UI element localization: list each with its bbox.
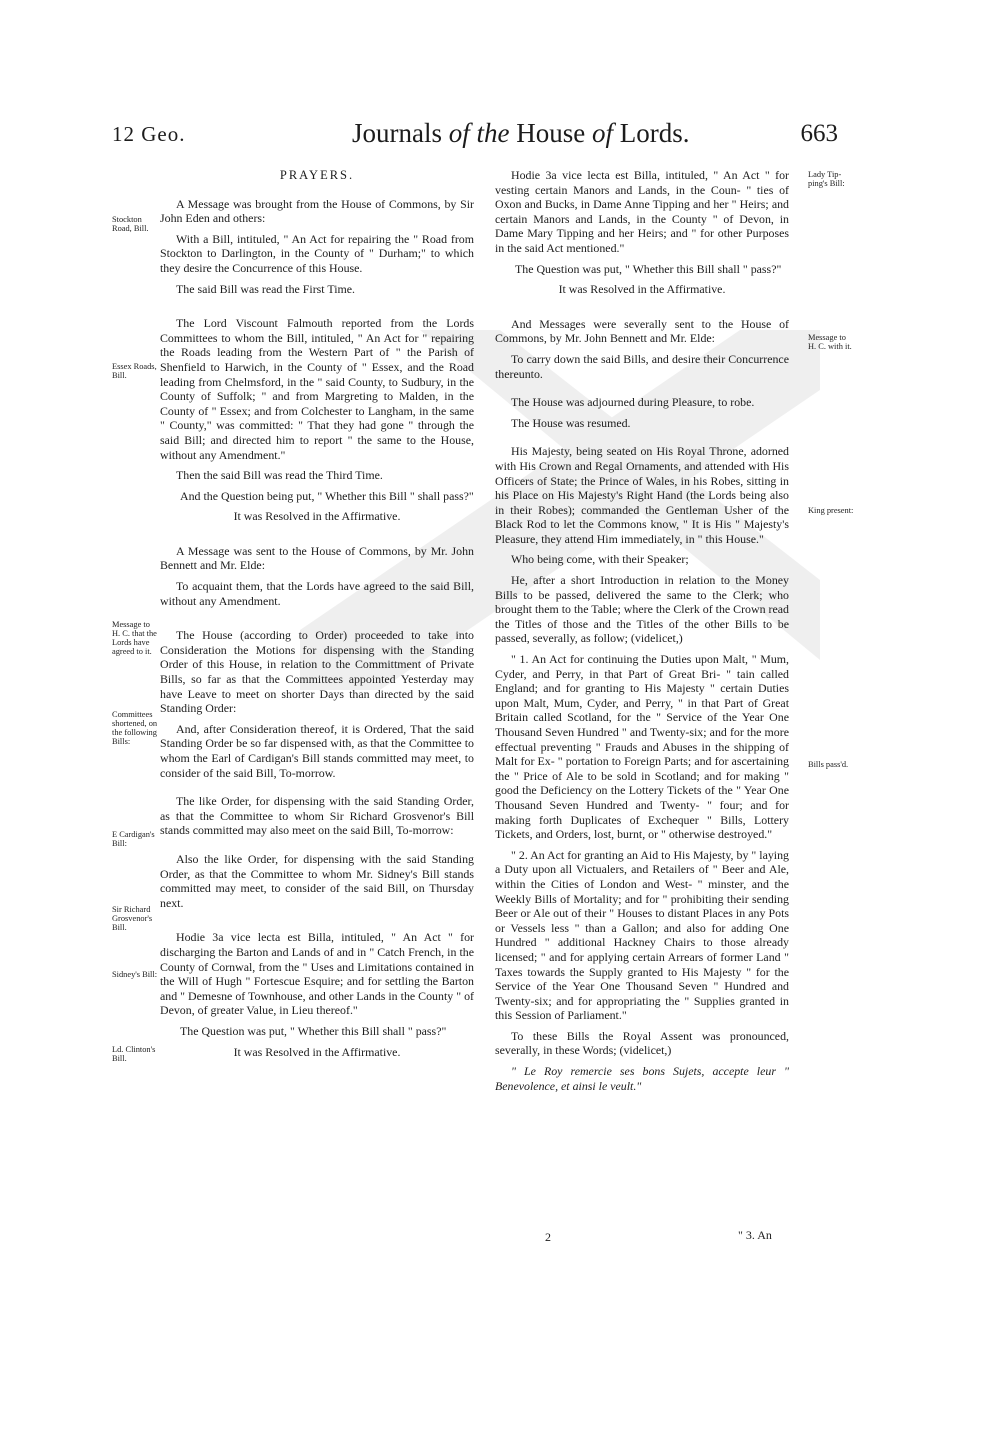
title-word-journals: Journals xyxy=(352,118,442,148)
catchword: " 3. An xyxy=(738,1228,772,1242)
paragraph: To these Bills the Royal Assent was pronounced, severally, in these Words; (videlicet,) xyxy=(495,1028,789,1058)
signature-mark: 2 xyxy=(545,1230,551,1244)
left-column xyxy=(160,168,474,1065)
page-number: 663 xyxy=(800,120,838,147)
title-word-of-2: of xyxy=(592,118,614,148)
paragraph: " Le Roy remercie ses bons Sujets, accepte leur " Benevolence, et ainsi le veult." xyxy=(495,1064,789,1093)
paragraph: It was Resolved in the Affirmative. xyxy=(233,1044,401,1059)
paragraph: To acquaint them, that the Lords have agreed to the said Bill, without any Amendment. xyxy=(160,579,474,608)
paragraph: A Message was sent to the House of Commons, by Mr. John Bennett and Mr. Elde: xyxy=(160,543,474,573)
page-header xyxy=(112,118,838,158)
prayers-heading: PRAYERS. xyxy=(279,168,355,182)
paragraph: The Question was put, " Whether this Bill shall " pass?" xyxy=(180,1023,447,1038)
title-word-the: the xyxy=(476,118,510,148)
paragraph: The House was adjourned during Pleasure, to robe. xyxy=(511,395,755,410)
paragraph: Hodie 3a vice lecta est Billa, intituled, " An Act " for vesting certain Manors and Lands, in the Coun- " ties of Oxon and Bucks, in Dame Anne Tipping and her " Heirs; and certain Manors and Lands, in the County " of Devon, in Dame Mary Tipping and her Heirs; and " for other Purposes in the said Act mentioned." xyxy=(495,168,789,255)
margin-note: E Cardigan's Bill: xyxy=(112,830,155,848)
paragraph: It was Resolved in the Affirmative. xyxy=(233,509,401,524)
title-word-of: of xyxy=(448,118,470,148)
margin-note: Sidney's Bill: xyxy=(112,970,158,979)
paragraph: And, after Consideration thereof, it is Ordered, That the said Standing Order be so far dispensed with, as that the Committee to whom the Earl of Cardigan's Bill stands committed may meet, to consider of the said Bill, To-morrow. xyxy=(160,721,474,780)
paragraph: And the Question being put, " Whether this Bill " shall pass?" xyxy=(180,488,474,503)
paragraph: The like Order, for dispensing with the said Standing Order, as that the Committee to whom Sir Richard Grosvenor's Bill stands committed may also meet on the said Bill, To-morrow: xyxy=(160,794,474,838)
paragraph: The House (according to Order) proceeded to take into Consideration the Motions for dispensing with the Standing Order of this House, in relation to the Committment of Private Bills, so far as that the Committees appointed Yesterday may have Leave to meet on shorter Days than directed by the said Standing Order: xyxy=(160,628,474,716)
margin-note: Sir Richard Grosvenor's Bill. xyxy=(112,905,153,932)
paragraph: " 2. An Act for granting an Aid to His Majesty, by " laying a Duty upon all Victualers, and Retailers of " Beer and Ale, within the Cities of London and West- " minster, and the Weekly Bills of Mortality; and for " prohibiting their sending Beer or Ale out of their " Houses to distant Places in any Pots or Vessels less " than a Gallon; and also for adding One Hundred " additional Hackney Chairs to those already licensed; " and for applying certain Arrears of former Land " Taxes towards the Supply granted to His Majesty " for the Service of the Year One Thousand Seven " Hundred and Twenty-six; and for appropriating the " Supplies granted in this Session of Parliament." xyxy=(495,847,789,1023)
paragraph: To carry down the said Bills, and desire their Concurrence thereunto. xyxy=(495,351,789,381)
margin-note: Ld. Clinton's Bill. xyxy=(112,1045,156,1063)
title-word-house: House xyxy=(516,118,586,148)
paragraph: " 1. An Act for continuing the Duties upon Malt, " Mum, Cyder, and Perry, in that Part of Great Bri- " tain called England; and for granting to His Majesty " certain Duties upon Malt, Mum, Cyder, and Perry, " in that Part of Great Britain called Scotland, for the " Service of the Year One Thousand Seven Hundred " and Twenty-six; and for the more effectual preventing " Frauds and Abuses in the shipping of Malt for Ex- " portation to Foreign Parts; and for ascertaining the " Price of Ale to be sold in Scotland; and for making " good the Deficiency on the Lottery Tickets of the " Year One Thousand Seven Hundred and Twenty- " four; and for making forth Duplicates of Exchequer " Bills, Lottery Tickets, and Orders, lost, burnt, or " otherwise destroyed." xyxy=(495,652,789,842)
paragraph: Also the like Order, for dispensing with the said Standing Order, as that the Committee to whom Mr. Sidney's Bill stands committed may meet, to consider of the said Bill, on Thursday next. xyxy=(160,851,474,910)
paragraph: The Question was put, " Whether this Bill shall " pass?" xyxy=(515,261,782,276)
paragraph: He, after a short Introduction in relation to the Money Bills to be passed, delivered the same to the Clerk; who brought them to the Table; where the Clerk of the Crown read the Titles of those and the Titles of the other Bills to be passed, severally, as follow; (videlicet,) xyxy=(495,573,789,646)
journal-title xyxy=(352,118,690,149)
margin-note: Lady Tip- ping's Bill: xyxy=(808,170,845,188)
margin-note: Bills pass'd. xyxy=(808,760,849,769)
title-word-lords: Lords. xyxy=(619,118,690,148)
margin-note: Essex Roads, Bill. xyxy=(112,362,157,380)
margin-note: King present: xyxy=(808,506,854,515)
paragraph: And Messages were severally sent to the House of Commons, by Mr. John Bennett and Mr. Elde: xyxy=(495,316,789,346)
paragraph: Who being come, with their Speaker; xyxy=(511,552,689,567)
paragraph: Hodie 3a vice lecta est Billa, intituled, " An Act " for discharging the Barton and Lands of and in " Catch French, in the County of Cornwal, from the " Uses and Limitations contained in the Will of Hugh " Fortescue Esquire; and for settling the Barton and " Demesne of Townhouse, and other Lands in the County " of Devon, of greater Value, in Lieu thereof." xyxy=(160,930,474,1018)
margin-note: Stockton Road, Bill. xyxy=(112,215,149,233)
paragraph: Then the said Bill was read the Third Time. xyxy=(176,468,383,483)
margin-note: Message to H. C. with it. xyxy=(808,333,852,351)
margin-note: Committees shortened, on the following Bills: xyxy=(112,710,158,746)
margin-note: Message to H. C. that the Lords have agreed to it. xyxy=(112,620,157,656)
paragraph: It was Resolved in the Affirmative. xyxy=(558,282,726,297)
regnal-year: 12 Geo. xyxy=(112,122,186,146)
paragraph: His Majesty, being seated on His Royal Throne, adorned with His Crown and Regal Ornaments, and attended with His Officers of State; the Prince of Wales, in his Robes, sitting in his Place on His Majesty's Right Hand (the Lords being also in their Robes); commanded the Gentleman Usher of the Black Rod to let the Commons know, " It is His " Majesty's Pleasure, they attend Him immediately, in " this House." xyxy=(495,444,789,546)
paragraph: With a Bill, intituled, " An Act for repairing the " Road from Stockton to Darlington, in the County of " Durham;" to which they desire the Concurrence of this House. xyxy=(160,231,474,275)
right-column xyxy=(495,168,789,1099)
paragraph: The Lord Viscount Falmouth reported from the Lords Committees to whom the Bill, intituled, " An Act for " repairing the Roads leading from the Western Part of " the Parish of Shenfield to Harwich, in the County of " Essex, and the Road leading from Chelmsford, in the " said County, to Sudbury, in the County of Suffolk; " and from Margreting to Malden, in the County of " Essex; and from Colchester to Langham, in the same " County," was committed: " That they had gone " through the said Bill; and directed him to report " the same to the House, without any Amendment." xyxy=(160,316,474,462)
paragraph: The House was resumed. xyxy=(511,415,631,430)
paragraph: The said Bill was read the First Time. xyxy=(176,281,356,296)
paragraph: A Message was brought from the House of Commons, by Sir John Eden and others: xyxy=(160,196,474,226)
